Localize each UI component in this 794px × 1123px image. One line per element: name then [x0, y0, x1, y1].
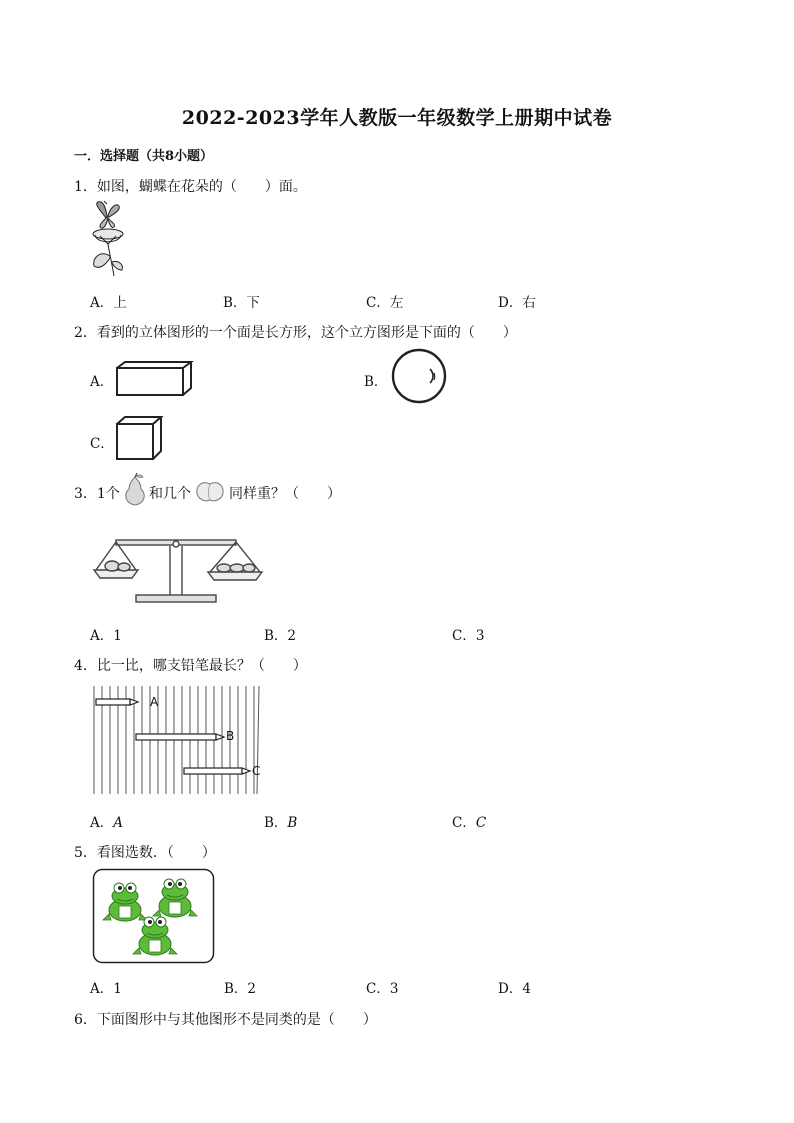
- question-3-text-end: 同样重？（ ）: [229, 486, 341, 502]
- section-heading: 一．选择题（共8小题）: [74, 149, 214, 164]
- question-5-text: 5．看图选数．（ ）: [74, 845, 216, 861]
- cube-image: [115, 415, 163, 461]
- question-3-text-middle: 和几个: [149, 486, 191, 502]
- q1-option-a[interactable]: A．上: [90, 295, 127, 311]
- q2-option-b[interactable]: B．: [364, 374, 388, 390]
- question-3-text-start: 3．1个: [74, 486, 120, 502]
- q5-option-b[interactable]: B．2: [224, 981, 257, 997]
- q1-option-b[interactable]: B．下: [223, 295, 260, 311]
- q5-option-d[interactable]: D．4: [498, 981, 531, 997]
- question-4-text: 4．比一比，哪支铅笔最长？（ ）: [74, 658, 307, 674]
- q2-option-a[interactable]: A．: [90, 374, 114, 390]
- pear-icon: [121, 473, 149, 507]
- frogs-image: [92, 868, 216, 965]
- pencil-label-b: B: [226, 729, 235, 743]
- q4-option-c[interactable]: C．C: [452, 815, 487, 831]
- question-6-text: 6．下面图形中与其他图形不是同类的是（ ）: [74, 1012, 377, 1028]
- q3-option-b[interactable]: B．2: [264, 628, 297, 644]
- cuboid-image: [115, 360, 195, 398]
- q1-option-c[interactable]: C．左: [366, 295, 404, 311]
- q2-option-c[interactable]: C．: [90, 436, 114, 452]
- butterfly-flower-image: [86, 200, 130, 278]
- q5-option-c[interactable]: C．3: [366, 981, 399, 997]
- question-2-text: 2．看到的立体图形的一个面是长方形，这个立方图形是下面的（ ）: [74, 325, 517, 341]
- pencil-label-a: A: [150, 695, 159, 709]
- pencils-grid-image: [92, 684, 262, 796]
- pencil-label-c: C: [252, 764, 261, 778]
- q1-option-d[interactable]: D．右: [498, 295, 536, 311]
- q3-option-c[interactable]: C．3: [452, 628, 485, 644]
- question-1-text: 1．如图，蝴蝶在花朵的（ ）面。: [74, 179, 307, 195]
- peach-icon: [194, 478, 226, 504]
- page-title: 2022-2023学年人教版一年级数学上册期中试卷: [181, 107, 613, 129]
- q5-option-a[interactable]: A．1: [90, 981, 122, 997]
- q3-option-a[interactable]: A．1: [90, 628, 122, 644]
- q4-option-a[interactable]: A．A: [90, 815, 123, 831]
- q4-option-b[interactable]: B．B: [264, 815, 298, 831]
- sphere-image: [390, 347, 448, 405]
- balance-scale-image: [90, 520, 265, 608]
